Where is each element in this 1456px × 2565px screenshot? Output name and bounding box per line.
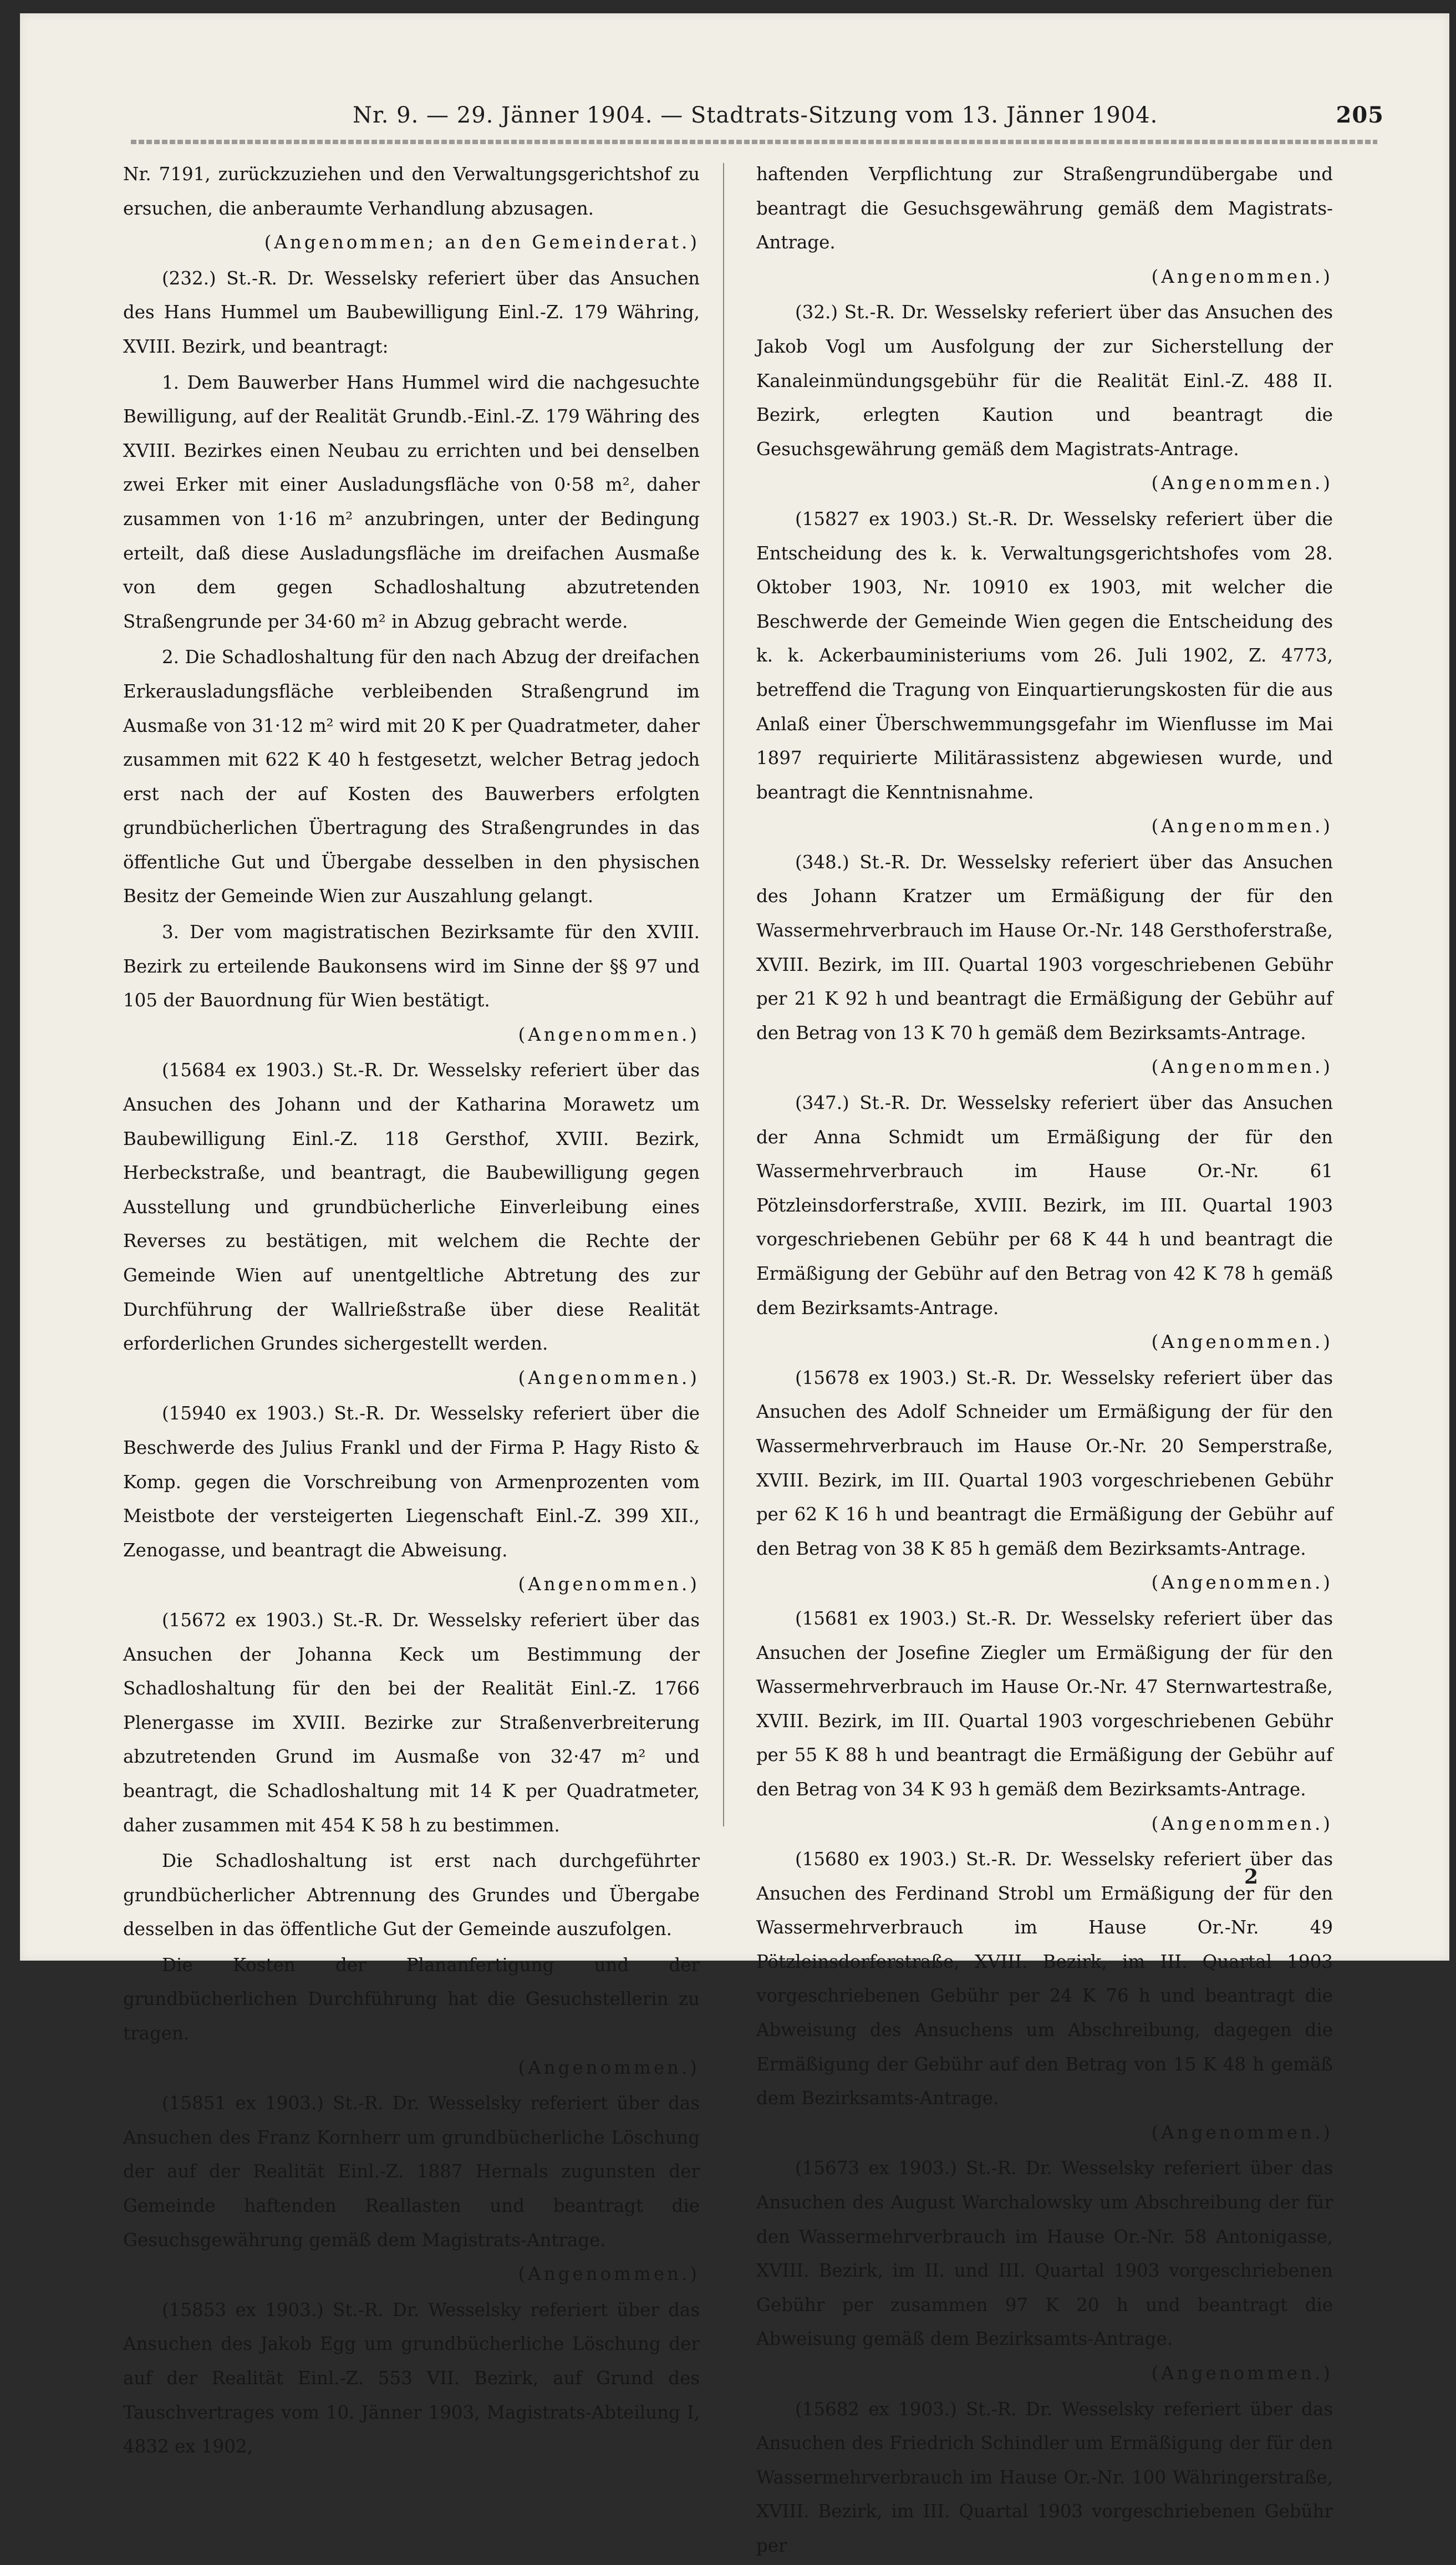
signature-mark: 2 — [1244, 1865, 1259, 1889]
paragraph — [123, 915, 700, 1052]
paragraph-text: (15680 ex 1903.) St.-R. Dr. Wesselsky referiert über das Ansuchen des Ferdinand Strobl um Ermäßigung der für den Wassermehrverbrauch im Hause Or.-Nr. 49 Pötzleinsdorferstraße, XVIII. Bezirk, im III. Quartal 1903 vorgeschriebenen Gebühr per 24 K 76 h und beantragt die Abweisung des Ansuchens um Abschreibung, dagegen die Ermäßigung der Gebühr auf den Betrag von 15 K 48 h gemäß dem Bezirksamts-Antrage. — [756, 1849, 1333, 2109]
paragraph — [756, 296, 1333, 501]
paragraph — [756, 502, 1333, 844]
paragraph — [756, 1602, 1333, 1841]
paragraph — [123, 157, 700, 260]
paragraph-text: (15940 ex 1903.) St.-R. Dr. Wesselsky referiert über die Beschwerde des Julius Frankl und der Firma P. Hagy Risto & Komp. gegen die Vorschreibung von Armenprozenten vom Meistbote der versteigerten Liegenschaft Einl.-Z. 399 XII., Zenogasse, und beantragt die Abweisung. — [123, 1403, 700, 1561]
paragraph-text: Die Schadloshaltung ist erst nach durchgeführter grundbücherlicher Abtrennung des Grundes und Übergabe desselben in das öffentliche Gut der Gemeinde auszufolgen. — [123, 1850, 700, 1940]
resolution-note: (Angenommen.) — [1151, 1813, 1333, 1834]
running-title: Nr. 9. — 29. Jänner 1904. — Stadtrats-Sitzung vom 13. Jänner 1904. — [353, 103, 1158, 128]
resolution-note: (Angenommen.) — [518, 2057, 700, 2078]
resolution-note: (Angenommen; an den Gemeinderat.) — [264, 232, 700, 253]
page-number: 205 — [1336, 102, 1384, 128]
left-column — [123, 157, 700, 2466]
paragraph-text: (15682 ex 1903.) St.-R. Dr. Wesselsky referiert über das Ansuchen des Friedrich Schindler um Ermäßigung der für den Wassermehrverbrauch im Hause Or.-Nr. 100 Währingerstraße, XVIII. Bezirk, im III. Quartal 1903 vorgeschriebenen Gebühr per — [756, 2398, 1333, 2556]
paragraph-text: 2. Die Schadloshaltung für den nach Abzug der dreifachen Erkerausladungsfläche verbleibenden Straßengrund im Ausmaße von 31·12 m² wird mit 20 K per Quadratmeter, daher zusammen mit 622 K 40 h festgesetzt, welcher Betrag jedoch erst nach der auf Kosten des Bauwerbers erfolgten grundbücherlichen Übertragung des Straßengrundes in das öffentliche Gut und Übergabe desselben in den physischen Besitz der Gemeinde Wien zur Auszahlung gelangt. — [123, 647, 700, 907]
paragraph — [756, 2151, 1333, 2390]
paragraph — [756, 1361, 1333, 1600]
paragraph-text: (347.) St.-R. Dr. Wesselsky referiert über das Ansuchen der Anna Schmidt um Ermäßigung der für den Wassermehrverbrauch im Hause Or.-Nr. 61 Pötzleinsdorferstraße, XVIII. Bezirk, im III. Quartal 1903 vorgeschriebenen Gebühr per 68 K 44 h und beantragt die Ermäßigung der Gebühr auf den Betrag von 42 K 78 h gemäß dem Bezirksamts-Antrage. — [756, 1092, 1333, 1319]
paragraph — [756, 157, 1333, 294]
resolution-note: (Angenommen.) — [518, 1024, 700, 1045]
paragraph — [756, 2393, 1333, 2563]
header-rule — [131, 140, 1377, 144]
paragraph-text: (15853 ex 1903.) St.-R. Dr. Wesselsky referiert über das Ansuchen des Jakob Egg um grundbücherliche Löschung der auf der Realität Einl.-Z. 553 VII. Bezirk, auf Grund des Tauschvertrages vom 10. Jänner 1903, Magistrats-Abteilung I, 4832 ex 1902, — [123, 2299, 700, 2457]
paragraph — [123, 366, 700, 639]
paragraph — [123, 1604, 700, 1843]
paragraph-text: Die Kosten der Plananfertigung und der grundbücherlichen Durchführung hat die Gesuchstellerin zu tragen. — [123, 1954, 700, 2044]
resolution-note: (Angenommen.) — [1151, 1056, 1333, 1078]
paragraph-text: 3. Der vom magistratischen Bezirksamte für den XVIII. Bezirk zu erteilende Baukonsens wird im Sinne der §§ 97 und 105 der Bauordnung für Wien bestätigt. — [123, 922, 700, 1011]
resolution-note: (Angenommen.) — [1151, 2363, 1333, 2384]
paragraph-text: (15673 ex 1903.) St.-R. Dr. Wesselsky referiert über das Ansuchen des August Warchalowsky um Abschreibung der für den Wassermehrverbrauch im Hause Or.-Nr. 58 Antonigasse, XVIII. Bezirk, im II. und III. Quartal 1903 vorgeschriebenen Gebühr per zusammen 97 K 20 h und beantragt die Abweisung gemäß dem Bezirksamts-Antrage. — [756, 2157, 1333, 2350]
resolution-note: (Angenommen.) — [518, 1367, 700, 1388]
paragraph-text: (15681 ex 1903.) St.-R. Dr. Wesselsky referiert über das Ansuchen der Josefine Ziegler um Ermäßigung der für den Wassermehrverbrauch im Hause Or.-Nr. 47 Sternwartestraße, XVIII. Bezirk, im III. Quartal 1903 vorgeschriebenen Gebühr per 55 K 88 h und beantragt die Ermäßigung der Gebühr auf den Betrag von 34 K 93 h gemäß dem Bezirksamts-Antrage. — [756, 1607, 1333, 1800]
newspaper-page — [20, 13, 1449, 2556]
paragraph-text: (15851 ex 1903.) St.-R. Dr. Wesselsky referiert über das Ansuchen des Franz Kornherr um grundbücherliche Löschung der auf der Realität Einl.-Z. 1887 Hernals zugunsten der Gemeinde haftenden Reallasten und beantragt die Gesuchsgewährung gemäß dem Magistrats-Antrage. — [123, 2093, 700, 2251]
paragraph — [123, 2293, 700, 2464]
paragraph-text: 1. Dem Bauwerber Hans Hummel wird die nachgesuchte Bewilligung, auf der Realität Grundb.-Einl.-Z. 179 Währing des XVIII. Bezirkes einen Neubau zu errichten und bei denselben zwei Erker mit einer Ausladungsfläche von 0·58 m², daher zusammen von 1·16 m² anzubringen, unter der Bedingung erteilt, daß diese Ausladungsfläche im dreifachen Ausmaße von dem gegen Schadloshaltung abzutretenden Straßengrunde per 34·60 m² in Abzug gebracht werde. — [123, 371, 700, 632]
paragraph — [123, 2086, 700, 2292]
paragraph — [756, 846, 1333, 1085]
paragraph — [756, 1843, 1333, 2150]
resolution-note: (Angenommen.) — [1151, 2121, 1333, 2143]
paragraph — [123, 1948, 700, 2085]
resolution-note: (Angenommen.) — [518, 1574, 700, 1595]
paragraph-text: Nr. 7191, zurückzuziehen und den Verwaltungsgerichtshof zu ersuchen, die anberaumte Verhandlung abzusagen. — [123, 164, 700, 219]
page-header — [353, 102, 1384, 128]
resolution-note: (Angenommen.) — [518, 2263, 700, 2285]
paragraph — [123, 1844, 700, 1947]
resolution-note: (Angenommen.) — [1151, 266, 1333, 287]
paragraph-text: (232.) St.-R. Dr. Wesselsky referiert über das Ansuchen des Hans Hummel um Baubewilligung Einl.-Z. 179 Währing, XVIII. Bezirk, und beantragt: — [123, 267, 700, 357]
paragraph — [123, 1397, 700, 1602]
resolution-note: (Angenommen.) — [1151, 816, 1333, 837]
paragraph — [756, 1086, 1333, 1360]
paragraph-text: (15827 ex 1903.) St.-R. Dr. Wesselsky referiert über die Entscheidung des k. k. Verwaltungsgerichtshofes vom 28. Oktober 1903, Nr. 10910 ex 1903, mit welcher die Beschwerde der Gemeinde Wien gegen die Entscheidung des k. k. Ackerbauministeriums vom 26. Juli 1902, Z. 4773, betreffend die Tragung von Einquartierungskosten für die aus Anlaß einer Überschwemmungsgefahr im Wienflusse im Mai 1897 requirierte Militärassistenz abgewiesen wurde, und beantragt die Kenntnisnahme. — [756, 508, 1333, 803]
column-divider — [723, 163, 724, 1826]
resolution-note: (Angenommen.) — [1151, 1331, 1333, 1353]
paragraph — [123, 640, 700, 914]
resolution-note: (Angenommen.) — [1151, 472, 1333, 494]
paragraph-text: (348.) St.-R. Dr. Wesselsky referiert über das Ansuchen des Johann Kratzer um Ermäßigung der für den Wassermehrverbrauch im Hause Or.-Nr. 148 Gersthoferstraße, XVIII. Bezirk, im III. Quartal 1903 vorgeschriebenen Gebühr per 21 K 92 h und beantragt die Ermäßigung der Gebühr auf den Betrag von 13 K 70 h gemäß dem Bezirksamts-Antrage. — [756, 851, 1333, 1044]
resolution-note: (Angenommen.) — [1151, 1572, 1333, 1594]
paragraph-text: (32.) St.-R. Dr. Wesselsky referiert über das Ansuchen des Jakob Vogl um Ausfolgung der zur Sicherstellung der Kanaleinmündungsgebühr für die Realität Einl.-Z. 488 II. Bezirk, erlegten Kaution und beantragt die Gesuchsgewährung gemäß dem Magistrats-Antrage. — [756, 302, 1333, 460]
paragraph — [123, 1054, 700, 1395]
right-column — [756, 157, 1333, 2565]
paragraph-text: (15678 ex 1903.) St.-R. Dr. Wesselsky referiert über das Ansuchen des Adolf Schneider um Ermäßigung der für den Wassermehrverbrauch im Hause Or.-Nr. 20 Semperstraße, XVIII. Bezirk, im III. Quartal 1903 vorgeschriebenen Gebühr per 62 K 16 h und beantragt die Ermäßigung der Gebühr auf den Betrag von 38 K 85 h gemäß dem Bezirksamts-Antrage. — [756, 1367, 1333, 1559]
paragraph-text: (15684 ex 1903.) St.-R. Dr. Wesselsky referiert über das Ansuchen des Johann und der Katharina Morawetz um Baubewilligung Einl.-Z. 118 Gersthof, XVIII. Bezirk, Herbeckstraße, und beantragt, die Baubewilligung gegen Ausstellung und grundbücherliche Einverleibung eines Reverses zu bestätigen, mit welchem die Rechte der Gemeinde Wien auf unentgeltliche Abtretung des zur Durchführung der Wallrießstraße über diese Realität erforderlichen Grundes sichergestellt werden. — [123, 1060, 700, 1355]
paragraph-text: haftenden Verpflichtung zur Straßengrundübergabe und beantragt die Gesuchsgewährung gemäß dem Magistrats-Antrage. — [756, 164, 1333, 253]
paragraph — [123, 262, 700, 364]
paragraph-text: (15672 ex 1903.) St.-R. Dr. Wesselsky referiert über das Ansuchen der Johanna Keck um Bestimmung der Schadloshaltung für den bei der Realität Einl.-Z. 1766 Plenergasse im XVIII. Bezirke zur Straßenverbreiterung abzutretenden Grund im Ausmaße von 32·47 m² und beantragt, die Schadloshaltung mit 14 K per Quadratmeter, daher zusammen mit 454 K 58 h zu bestimmen. — [123, 1609, 700, 1836]
